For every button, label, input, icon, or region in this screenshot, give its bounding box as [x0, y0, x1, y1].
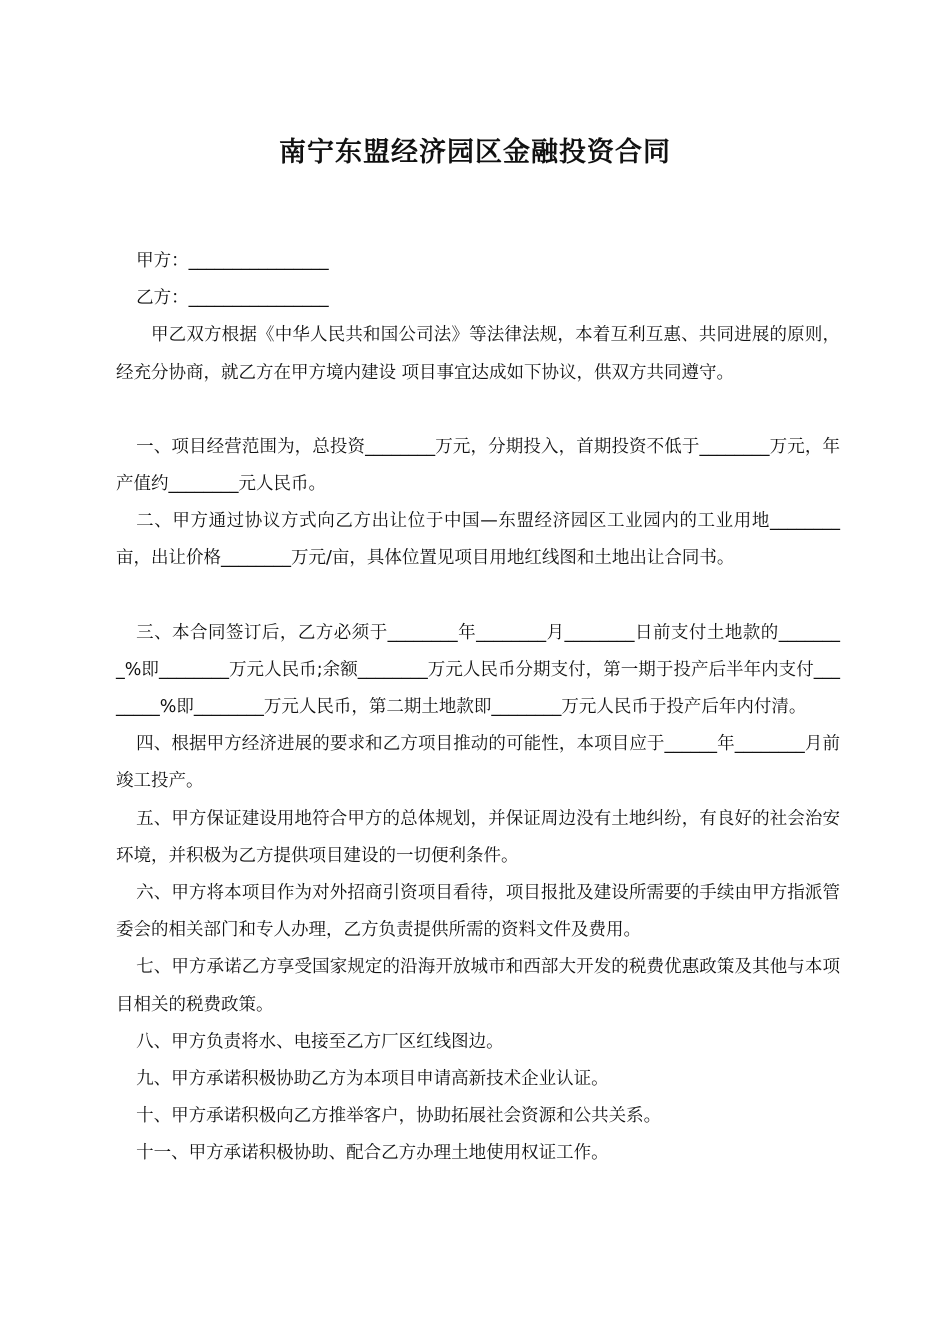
clause-2: 二、甲方通过协议方式向乙方出让位于中国—东盟经济园区工业园内的工业用地________亩，出让价格________万元/亩，具体位置见项目用地红线图和土地出让合同书。 [116, 511, 840, 569]
clause-3: 三、本合同签订后，乙方必须于________年________月________日前支付土地款的________%即________万元人民币;余额________万元人民币分期支付，第一期于投产后半年内支付________%即________万元人民币，第二期土地款即________万元人民币于投产后年内付清。 [116, 622, 840, 718]
clause-1: 一、项目经营范围为，总投资________万元，分期投入，首期投资不低于________万元，年产值约________元人民币。 [116, 436, 840, 495]
document-body [116, 243, 840, 1173]
spacer [116, 392, 840, 429]
clause-5: 五、甲方保证建设用地符合甲方的总体规划，并保证周边没有土地纠纷，有良好的社会治安环境，并积极为乙方提供项目建设的一切便利条件。 [116, 808, 840, 866]
preamble-paragraph: 甲乙双方根据《中华人民共和国公司法》等法律法规，本着互利互惠、共同进展的原则，经充分协商，就乙方在甲方境内建设 项目事宜达成如下协议，供双方共同遵守。 [116, 325, 840, 383]
clause-6: 六、甲方将本项目作为对外招商引资项目看待，项目报批及建设所需要的手续由甲方指派管委会的相关部门和专人办理，乙方负责提供所需的资料文件及费用。 [116, 883, 840, 941]
party-b-line: 乙方：________________ [136, 288, 329, 309]
clause-4: 四、根据甲方经济进展的要求和乙方项目推动的可能性，本项目应于______年________月前竣工投产。 [116, 734, 840, 792]
clause-10: 十、甲方承诺积极向乙方推举客户，协助拓展社会资源和公共关系。 [136, 1106, 662, 1127]
clause-7: 七、甲方承诺乙方享受国家规定的沿海开放城市和西部大开发的税费优惠政策及其他与本项目相关的税费政策。 [116, 957, 840, 1015]
clause-9: 九、甲方承诺积极协助乙方为本项目申请高新技术企业认证。 [136, 1069, 609, 1090]
spacer [116, 578, 840, 615]
clause-11: 十一、甲方承诺积极协助、配合乙方办理土地使用权证工作。 [136, 1143, 609, 1164]
clause-8: 八、甲方负责将水、电接至乙方厂区红线图边。 [136, 1031, 504, 1052]
document-title: 南宁东盟经济园区金融投资合同 [279, 137, 671, 168]
party-a-line: 甲方：________________ [136, 251, 329, 271]
